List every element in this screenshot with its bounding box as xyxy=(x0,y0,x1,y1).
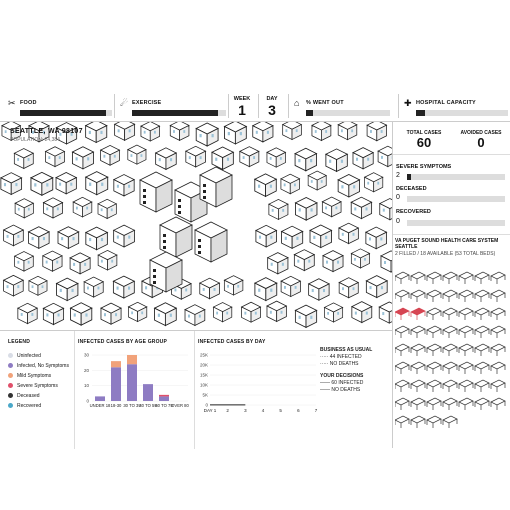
business-infected: ····· 44 INFECTED xyxy=(320,354,362,360)
bed-icon xyxy=(459,308,473,320)
deceased-bar xyxy=(407,196,505,202)
bar-30 TO 39 xyxy=(127,355,137,364)
hospital-name-line2: SEATTLE xyxy=(395,244,418,250)
x-tick-label: 5 xyxy=(279,408,282,413)
house-4-13 xyxy=(366,227,387,249)
house-0-7 xyxy=(196,123,218,146)
hospital-name-line1: VA PUGET SOUND HEALTH CARE SYSTEM xyxy=(395,238,499,244)
exercise-bar xyxy=(132,110,226,116)
bar-UNDER 18 xyxy=(95,396,105,401)
house-7-2 xyxy=(70,303,91,325)
bed-icon xyxy=(475,308,489,320)
bed-icon xyxy=(395,398,409,410)
houses-illustration xyxy=(0,122,392,330)
bed-icon xyxy=(475,380,489,392)
house-5-0 xyxy=(15,252,34,272)
legend-item xyxy=(8,393,40,399)
bed-icon xyxy=(395,380,409,392)
decisions-label: YOUR DECISIONS xyxy=(320,373,364,379)
age-chart-title: INFECTED CASES BY AGE GROUP xyxy=(78,339,168,345)
house-0-8 xyxy=(224,122,246,144)
legend-swatch xyxy=(8,363,13,368)
day-label: DAY xyxy=(266,96,278,102)
y-tick-label: 5K xyxy=(202,392,208,398)
house-6-2 xyxy=(57,278,78,300)
legend-swatch xyxy=(8,373,13,378)
day-chart xyxy=(196,347,320,417)
downtown-building-5 xyxy=(150,252,182,292)
house-7-3 xyxy=(101,303,121,324)
house-3-12 xyxy=(351,197,371,218)
bed-icon xyxy=(443,272,457,284)
house-0-11 xyxy=(312,122,331,140)
avoided-cases xyxy=(455,130,507,150)
house-4-9 xyxy=(256,225,277,247)
house-1-4 xyxy=(128,145,146,164)
house-4-1 xyxy=(28,227,49,249)
house-7-11 xyxy=(324,303,342,322)
house-4-3 xyxy=(86,227,108,250)
exercise-label: EXERCISE xyxy=(132,100,162,106)
legend-label: Recovered xyxy=(17,403,42,409)
bed-icon xyxy=(411,416,425,428)
house-7-12 xyxy=(352,302,372,323)
bed-icon xyxy=(443,362,457,374)
bed-icon xyxy=(443,344,457,356)
house-3-9 xyxy=(269,199,288,219)
bed-icon xyxy=(459,380,473,392)
house-6-8 xyxy=(224,276,243,295)
house-6-1 xyxy=(29,276,47,295)
bed-icon xyxy=(411,272,425,284)
house-5-9 xyxy=(268,253,288,274)
bed-icon xyxy=(395,344,409,356)
house-1-11 xyxy=(326,149,347,172)
house-0-4 xyxy=(115,122,135,140)
total-cases xyxy=(399,130,449,150)
house-0-13 xyxy=(367,122,386,141)
bed-icon xyxy=(491,272,505,284)
house-5-3 xyxy=(98,250,117,270)
house-2-3 xyxy=(86,172,108,195)
x-tick-label: 30 TO 39 xyxy=(123,403,141,408)
bar-30 TO 39 xyxy=(127,364,137,401)
bed-icon xyxy=(427,272,441,284)
house-7-5 xyxy=(155,303,177,326)
bed-icon xyxy=(491,344,505,356)
house-4-0 xyxy=(4,225,24,246)
bed-icon xyxy=(491,398,505,410)
house-1-13 xyxy=(378,146,392,166)
bed-icon xyxy=(475,362,489,374)
legend-swatch xyxy=(8,393,13,398)
legend-swatch xyxy=(8,403,13,408)
house-6-9 xyxy=(255,278,277,301)
house-3-11 xyxy=(322,197,341,217)
house-6-7 xyxy=(200,278,220,299)
legend-item xyxy=(8,363,69,369)
food-label: FOOD xyxy=(20,100,37,106)
house-7-0 xyxy=(18,303,37,323)
y-tick-label: 15K xyxy=(199,372,208,378)
bed-icon xyxy=(411,398,425,410)
house-3-13 xyxy=(380,199,392,220)
house-1-6 xyxy=(186,146,206,167)
bed-icon xyxy=(427,308,441,320)
house-4-10 xyxy=(282,226,303,248)
x-tick-label: UNDER 18 xyxy=(89,403,111,408)
house-7-8 xyxy=(242,302,261,322)
hospital-label: HOSPITAL CAPACITY xyxy=(416,100,476,106)
deceased-value: 0 xyxy=(396,194,400,201)
house-4-12 xyxy=(339,223,358,243)
house-1-8 xyxy=(240,147,259,167)
house-5-2 xyxy=(70,253,90,274)
house-2-12 xyxy=(338,175,359,197)
house-7-1 xyxy=(43,303,63,324)
x-tick-label: DAY 1 xyxy=(203,408,217,413)
bar-60 TO 79 xyxy=(159,395,169,397)
x-tick-label: 4 xyxy=(261,408,265,413)
house-6-0 xyxy=(4,275,24,296)
house-2-10 xyxy=(281,174,300,194)
bed-icon xyxy=(475,344,489,356)
house-6-3 xyxy=(84,277,103,297)
house-5-13 xyxy=(381,251,392,272)
x-tick-label: 18-30 xyxy=(110,403,122,408)
house-4-2 xyxy=(58,227,79,249)
bar-18-30 xyxy=(111,367,121,401)
bed-icon xyxy=(459,398,473,410)
severe-value: 2 xyxy=(396,172,400,179)
runner-icon: ☄ xyxy=(120,98,129,108)
bed-icon xyxy=(427,398,441,410)
house-0-12 xyxy=(338,122,357,140)
went-out-label: % WENT OUT xyxy=(306,100,344,106)
house-3-0 xyxy=(15,199,33,218)
house-0-5 xyxy=(141,122,160,141)
x-tick-label: 60 TO 79 xyxy=(155,403,173,408)
recovered-value: 0 xyxy=(396,218,400,225)
house-1-12 xyxy=(353,148,373,169)
house-1-1 xyxy=(46,147,65,167)
medical-cross-icon: ✚ xyxy=(404,98,412,108)
house-1-2 xyxy=(72,147,93,169)
avoided-cases-value: 0 xyxy=(477,135,485,150)
legend-item xyxy=(8,373,51,379)
legend-swatch xyxy=(8,353,13,358)
bar-40 TO 59 xyxy=(143,384,153,401)
house-7-7 xyxy=(213,303,231,322)
house-1-5 xyxy=(156,148,177,170)
severe-label: SEVERE SYMPTOMS xyxy=(396,164,452,170)
went-out-bar xyxy=(306,110,390,116)
x-tick-label: 7 xyxy=(314,408,318,413)
bed-icon xyxy=(411,290,425,302)
legend-label: Deceased xyxy=(17,393,40,399)
house-1-3 xyxy=(101,145,120,165)
total-cases-value: 60 xyxy=(416,135,432,150)
house-7-9 xyxy=(267,301,286,321)
legend-label: Severe Symptoms xyxy=(17,383,58,389)
legend-item xyxy=(8,383,58,389)
business-deaths: ····· NO DEATHS xyxy=(320,361,359,367)
bed-icon xyxy=(459,344,473,356)
bed-icon xyxy=(427,380,441,392)
bed-icon xyxy=(395,272,409,284)
bed-icon xyxy=(459,326,473,338)
house-5-12 xyxy=(351,249,369,268)
legend-item xyxy=(8,403,41,409)
house-5-1 xyxy=(43,251,62,271)
x-tick-label: 6 xyxy=(297,408,300,413)
status-bar xyxy=(0,92,510,122)
bed-icon xyxy=(395,362,409,374)
bed-icon xyxy=(459,362,473,374)
legend-item xyxy=(8,353,41,359)
x-tick-label: 2 xyxy=(226,408,229,413)
house-4-4 xyxy=(114,225,135,247)
legend-label: Infected, No Symptoms xyxy=(17,363,69,369)
hospital-bar xyxy=(416,110,508,116)
house-6-11 xyxy=(309,279,329,301)
legend-label: Uninfected xyxy=(17,353,41,359)
fork-knife-icon: ✂ xyxy=(8,98,16,108)
bed-icon xyxy=(491,290,505,302)
bed-icon xyxy=(443,398,457,410)
downtown-building-4 xyxy=(195,222,227,262)
y-tick-label: 20 xyxy=(83,367,89,373)
downtown-building-0 xyxy=(140,172,172,212)
house-2-4 xyxy=(114,175,134,196)
decisions-deaths: —— NO DEATHS xyxy=(320,387,361,393)
house-6-4 xyxy=(113,276,134,298)
town-map[interactable] xyxy=(0,122,392,330)
house-7-4 xyxy=(128,302,146,321)
house-5-11 xyxy=(323,251,343,272)
legend-swatch xyxy=(8,383,13,388)
house-0-9 xyxy=(253,122,273,142)
avoided-cases-label: AVOIDED CASES xyxy=(460,130,502,136)
house-0-6 xyxy=(170,122,189,140)
bed-icon xyxy=(443,326,457,338)
house-7-6 xyxy=(185,305,205,326)
bed-icon xyxy=(459,272,473,284)
food-bar xyxy=(20,110,112,116)
bed-icon xyxy=(491,362,505,374)
legend-label: Mild Symptoms xyxy=(17,373,52,379)
house-2-11 xyxy=(308,171,326,190)
bed-icon xyxy=(443,416,457,428)
week-value: 1 xyxy=(238,102,246,118)
x-tick-label: OVER 80 xyxy=(171,403,189,408)
y-tick-label: 10 xyxy=(83,383,89,389)
bed-icon xyxy=(475,326,489,338)
x-tick-label: 3 xyxy=(244,408,247,413)
house-6-13 xyxy=(366,276,387,298)
house-7-10 xyxy=(295,305,316,327)
house-1-7 xyxy=(212,147,233,169)
decisions-infected: —— 60 INFECTED xyxy=(320,380,364,386)
house-2-0 xyxy=(1,173,22,195)
bed-icon xyxy=(443,308,457,320)
house-2-2 xyxy=(56,172,76,193)
house-7-13 xyxy=(379,302,392,323)
bed-icon xyxy=(411,344,425,356)
bed-icon xyxy=(411,326,425,338)
y-tick-label: 20K xyxy=(199,362,208,368)
house-3-3 xyxy=(98,199,116,218)
bed-icon xyxy=(475,272,489,284)
house-0-10 xyxy=(283,122,302,140)
y-tick-label: 25K xyxy=(199,352,208,358)
bed-icon xyxy=(443,290,457,302)
business-label: BUSINESS AS USUAL xyxy=(320,347,373,353)
week-counter xyxy=(228,96,256,118)
bar-60 TO 79 xyxy=(159,396,169,401)
house-2-9 xyxy=(255,174,276,197)
y-tick-label: 30 xyxy=(83,352,89,358)
bed-icon xyxy=(427,290,441,302)
house-6-10 xyxy=(281,276,300,296)
bed-icon xyxy=(411,362,425,374)
house-1-10 xyxy=(295,148,316,171)
bed-icon xyxy=(427,326,441,338)
bed-icon xyxy=(395,326,409,338)
hospital-capacity: 2 FILLED / 18 AVAILABLE (53 TOTAL BEDS) xyxy=(395,251,496,257)
bed-icon xyxy=(491,326,505,338)
house-1-9 xyxy=(267,148,286,167)
bed-icon xyxy=(491,308,505,320)
charts-panel xyxy=(0,330,392,448)
y-tick-label: 10K xyxy=(199,382,208,388)
house-2-13 xyxy=(365,173,383,192)
bed-icon xyxy=(475,290,489,302)
house-3-2 xyxy=(73,197,92,217)
house-4-11 xyxy=(310,225,332,248)
house-0-3 xyxy=(86,122,107,142)
y-tick-label: 0 xyxy=(86,398,89,404)
downtown-building-2 xyxy=(200,167,232,207)
legend-title: LEGEND xyxy=(8,339,31,345)
city-name: SEATTLE, WA 98107 xyxy=(10,128,83,135)
severe-bar xyxy=(407,174,505,180)
bed-icon xyxy=(459,290,473,302)
house-3-1 xyxy=(43,198,62,218)
age-chart xyxy=(76,347,192,417)
house-3-10 xyxy=(295,198,317,221)
downtown-building-3 xyxy=(160,217,192,257)
recovered-bar xyxy=(407,220,505,226)
day-chart-title: INFECTED CASES BY DAY xyxy=(198,339,266,345)
bed-icon xyxy=(491,380,505,392)
population-text: POPULATION: 24,384 xyxy=(10,137,60,143)
bar-18-30 xyxy=(111,361,121,367)
bed-icon xyxy=(411,380,425,392)
total-cases-label: TOTAL CASES xyxy=(406,130,442,136)
house-2-1 xyxy=(31,172,53,195)
bed-icon xyxy=(475,398,489,410)
bed-icon xyxy=(395,308,409,320)
house-5-10 xyxy=(294,250,314,271)
x-tick-label: 40 TO 59 xyxy=(139,403,157,408)
y-tick-label: 0 xyxy=(205,402,208,408)
bed-icon xyxy=(395,416,409,428)
bed-icon xyxy=(427,344,441,356)
house-1-0 xyxy=(14,149,33,169)
bed-icon xyxy=(427,416,441,428)
bed-icon xyxy=(395,290,409,302)
deceased-label: DECEASED xyxy=(396,186,427,192)
day-counter xyxy=(258,96,286,118)
bed-icon xyxy=(443,380,457,392)
bed-icon xyxy=(411,308,425,320)
week-label: WEEK xyxy=(233,96,251,102)
bed-icon xyxy=(427,362,441,374)
house-icon: ⌂ xyxy=(294,98,300,108)
hospital-beds xyxy=(395,270,507,446)
recovered-label: RECOVERED xyxy=(396,209,431,215)
house-6-12 xyxy=(339,278,358,298)
day-value: 3 xyxy=(268,102,276,118)
